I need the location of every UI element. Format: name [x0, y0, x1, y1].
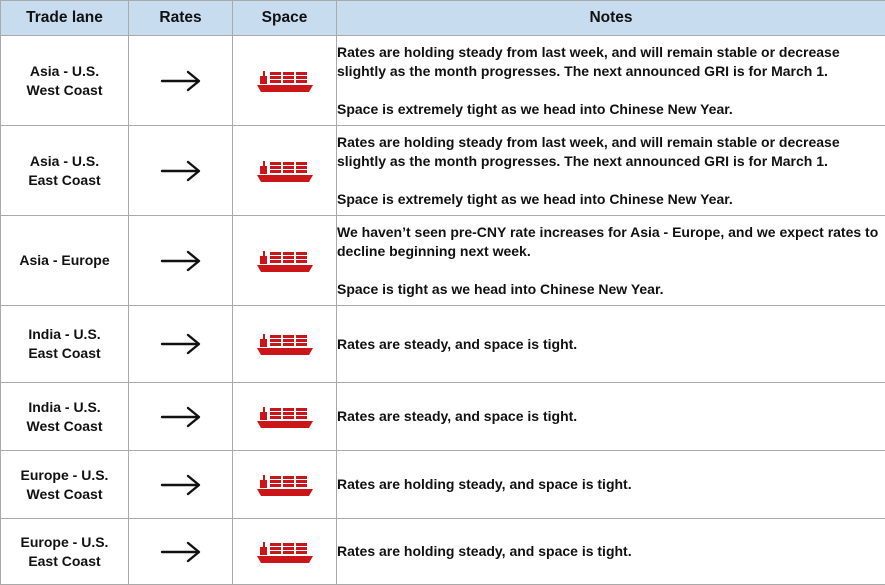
container-ship-icon: [256, 158, 314, 184]
space-cell: [233, 451, 337, 519]
rates-cell: [129, 451, 233, 519]
space-cell: [233, 383, 337, 451]
trade-lane-label: Europe - U.S. West Coast: [1, 466, 128, 504]
table-row: [1, 216, 885, 306]
note-paragraph: Space is tight as we head into Chinese New Year.: [337, 280, 885, 299]
note-paragraph: We haven’t seen pre-CNY rate increases for Asia - Europe, and we expect rates to decline beginning next week.: [337, 223, 885, 261]
trade-lane-label: Asia - U.S. East Coast: [1, 152, 128, 190]
trade-lane-label: India - U.S. East Coast: [1, 325, 128, 363]
container-ship-icon: [256, 248, 314, 274]
table-body: [1, 36, 885, 585]
trade-lane-cell: [1, 451, 129, 519]
table-row: [1, 306, 885, 383]
right-arrow-icon: [160, 160, 202, 182]
note-paragraph: Rates are holding steady, and space is tight.: [337, 475, 885, 494]
trade-lane-label: Asia - U.S. West Coast: [1, 62, 128, 100]
notes-cell: [337, 306, 885, 383]
space-cell: [233, 306, 337, 383]
right-arrow-icon: [160, 333, 202, 355]
table-header-row: [1, 1, 885, 36]
table-row: [1, 36, 885, 126]
right-arrow-icon: [160, 474, 202, 496]
container-ship-icon: [256, 472, 314, 498]
table-row: [1, 383, 885, 451]
header-rates: Rates: [129, 1, 233, 36]
note-paragraph: Rates are holding steady from last week, and will remain stable or decrease slightly as the month progresses. The next announced GRI is for March 1.: [337, 133, 885, 171]
note-paragraph: Space is extremely tight as we head into Chinese New Year.: [337, 190, 885, 209]
trade-lane-cell: [1, 36, 129, 126]
table-row: [1, 519, 885, 585]
space-cell: [233, 126, 337, 216]
notes-cell: [337, 383, 885, 451]
trade-lane-cell: [1, 306, 129, 383]
notes-cell: [337, 519, 885, 585]
rates-cell: [129, 216, 233, 306]
header-notes: Notes: [337, 1, 885, 36]
trade-lane-label: Europe - U.S. East Coast: [1, 533, 128, 571]
space-cell: [233, 36, 337, 126]
rates-cell: [129, 306, 233, 383]
trade-lane-cell: [1, 383, 129, 451]
notes-cell: [337, 36, 885, 126]
space-cell: [233, 216, 337, 306]
trade-lane-label: Asia - Europe: [1, 251, 128, 270]
right-arrow-icon: [160, 541, 202, 563]
note-paragraph: Rates are holding steady from last week, and will remain stable or decrease slightly as the month progresses. The next announced GRI is for March 1.: [337, 43, 885, 81]
trade-lane-cell: [1, 126, 129, 216]
space-cell: [233, 519, 337, 585]
notes-cell: [337, 451, 885, 519]
note-paragraph: Rates are holding steady, and space is tight.: [337, 542, 885, 561]
table-row: [1, 126, 885, 216]
rates-cell: [129, 36, 233, 126]
trade-lane-cell: [1, 216, 129, 306]
container-ship-icon: [256, 404, 314, 430]
trade-lane-cell: [1, 519, 129, 585]
trade-lane-label: India - U.S. West Coast: [1, 398, 128, 436]
notes-cell: [337, 126, 885, 216]
rates-cell: [129, 126, 233, 216]
right-arrow-icon: [160, 250, 202, 272]
header-trade-lane: Trade lane: [1, 1, 129, 36]
notes-cell: [337, 216, 885, 306]
container-ship-icon: [256, 539, 314, 565]
rates-cell: [129, 519, 233, 585]
note-paragraph: Rates are steady, and space is tight.: [337, 335, 885, 354]
container-ship-icon: [256, 331, 314, 357]
right-arrow-icon: [160, 406, 202, 428]
note-paragraph: Space is extremely tight as we head into Chinese New Year.: [337, 100, 885, 119]
right-arrow-icon: [160, 70, 202, 92]
table-row: [1, 451, 885, 519]
rates-cell: [129, 383, 233, 451]
container-ship-icon: [256, 68, 314, 94]
header-space: Space: [233, 1, 337, 36]
note-paragraph: Rates are steady, and space is tight.: [337, 407, 885, 426]
